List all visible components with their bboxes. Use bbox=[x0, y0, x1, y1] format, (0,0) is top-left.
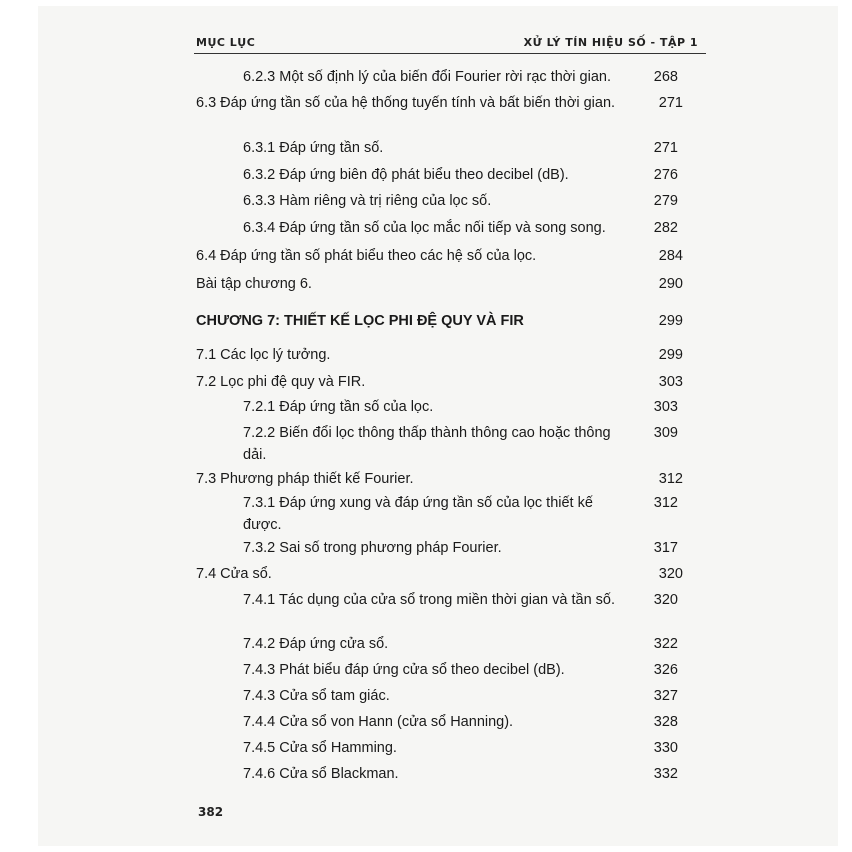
toc-entry-page: 271 bbox=[653, 140, 678, 156]
toc-entry-page: 309 bbox=[653, 425, 678, 441]
toc-entry bbox=[243, 711, 678, 733]
toc-entry bbox=[243, 190, 678, 212]
toc-entry-title: CHƯƠNG 7: THIẾT KẾ LỌC PHI ĐỆ QUY VÀ FIR bbox=[196, 313, 524, 329]
toc-entry-page: 320 bbox=[653, 592, 678, 608]
running-header-left: MỤC LỤC bbox=[196, 36, 256, 49]
toc-entry-page: 282 bbox=[653, 220, 678, 236]
toc-entry-page: 271 bbox=[658, 95, 683, 111]
toc-entry-page: 303 bbox=[653, 399, 678, 415]
toc-entry-title: 6.3.2 Đáp ứng biên độ phát biểu theo decibel (dB). bbox=[243, 167, 569, 183]
toc-entry bbox=[243, 659, 678, 681]
toc-entry-page: 312 bbox=[653, 495, 678, 511]
toc-entry-page: 317 bbox=[653, 540, 678, 556]
toc-entry-title: 7.3 Phương pháp thiết kế Fourier. bbox=[196, 471, 414, 487]
toc-entry-title: 7.4.3 Phát biểu đáp ứng cửa sổ theo decibel (dB). bbox=[243, 662, 565, 678]
toc-entry bbox=[243, 66, 678, 88]
toc-entry-title: 7.2.2 Biến đổi lọc thông thấp thành thông cao hoặc thông dải. bbox=[243, 425, 611, 463]
toc-entry bbox=[243, 589, 678, 611]
toc-entry-title: 7.4.3 Cửa sổ tam giác. bbox=[243, 688, 390, 704]
toc-entry bbox=[196, 344, 683, 366]
toc-entry bbox=[196, 468, 683, 490]
toc-entry-title: 7.4.2 Đáp ứng cửa sổ. bbox=[243, 636, 389, 652]
toc-entry-page: 279 bbox=[653, 193, 678, 209]
toc-entry bbox=[196, 371, 683, 393]
toc-entry-title: 7.3.1 Đáp ứng xung và đáp ứng tần số của lọc thiết kế được. bbox=[243, 495, 593, 533]
toc-entry-page: 320 bbox=[658, 566, 683, 582]
toc-entry-title: 7.4.4 Cửa sổ von Hann (cửa sổ Hanning). bbox=[243, 714, 514, 730]
toc-entry bbox=[196, 245, 683, 267]
toc-chapter-heading bbox=[196, 310, 683, 332]
toc-entry-title: 7.1 Các lọc lý tưởng. bbox=[196, 347, 331, 363]
toc-entry-title: 6.3.3 Hàm riêng và trị riêng của lọc số. bbox=[243, 193, 492, 209]
toc-entry-title: 7.4 Cửa sổ. bbox=[196, 566, 272, 582]
toc-entry-title: 6.3 Đáp ứng tần số của hệ thống tuyến tính và bất biến thời gian. bbox=[196, 95, 616, 111]
toc-entry-page: 328 bbox=[653, 714, 678, 730]
toc-entry-title: Bài tập chương 6. bbox=[196, 276, 312, 292]
toc-entry-page: 299 bbox=[658, 347, 683, 363]
toc-entry bbox=[243, 737, 678, 759]
toc-entry bbox=[243, 633, 678, 655]
toc-entry-title: 6.3.1 Đáp ứng tần số. bbox=[243, 140, 384, 156]
toc-entry bbox=[196, 563, 683, 585]
toc-entry-page: 326 bbox=[653, 662, 678, 678]
toc-entry bbox=[243, 537, 678, 559]
toc-entry bbox=[196, 92, 683, 114]
toc-entry-page: 299 bbox=[658, 313, 683, 329]
page-number: 382 bbox=[198, 805, 224, 819]
toc-entry bbox=[243, 396, 678, 418]
toc-entry-title: 6.2.3 Một số định lý của biến đổi Fourier rời rạc thời gian. bbox=[243, 69, 612, 85]
toc-entry-page: 322 bbox=[653, 636, 678, 652]
toc-entry-title: 7.3.2 Sai số trong phương pháp Fourier. bbox=[243, 540, 502, 556]
toc-entry-title: 7.4.6 Cửa sổ Blackman. bbox=[243, 766, 399, 782]
toc-entry-page: 332 bbox=[653, 766, 678, 782]
toc-entry-page: 276 bbox=[653, 167, 678, 183]
toc-entry-page: 284 bbox=[658, 248, 683, 264]
toc-entry-title: 7.4.5 Cửa sổ Hamming. bbox=[243, 740, 397, 756]
running-header-right: XỬ LÝ TÍN HIỆU SỐ - TẬP 1 bbox=[523, 36, 698, 49]
toc-entry-page: 327 bbox=[653, 688, 678, 704]
toc-entry-page: 290 bbox=[658, 276, 683, 292]
toc-entry bbox=[243, 492, 678, 536]
toc-entry bbox=[243, 137, 678, 159]
toc-entry-page: 312 bbox=[658, 471, 683, 487]
toc-entry-title: 6.3.4 Đáp ứng tần số của lọc mắc nối tiếp và song song. bbox=[243, 220, 606, 236]
toc-entry bbox=[243, 164, 678, 186]
toc-entry bbox=[243, 422, 678, 466]
toc-entry-page: 268 bbox=[653, 69, 678, 85]
toc-entry-title: 6.4 Đáp ứng tần số phát biểu theo các hệ số của lọc. bbox=[196, 248, 537, 264]
toc-entry bbox=[243, 217, 678, 239]
toc-entry bbox=[243, 763, 678, 785]
toc-entry-page: 303 bbox=[658, 374, 683, 390]
toc-entry bbox=[243, 685, 678, 707]
toc-entry-title: 7.2 Lọc phi đệ quy và FIR. bbox=[196, 374, 366, 390]
toc-entry bbox=[196, 273, 683, 295]
toc-entry-title: 7.2.1 Đáp ứng tần số của lọc. bbox=[243, 399, 434, 415]
toc-entry-title: 7.4.1 Tác dụng của cửa sổ trong miền thời gian và tần số. bbox=[243, 592, 616, 608]
toc-entry-page: 330 bbox=[653, 740, 678, 756]
